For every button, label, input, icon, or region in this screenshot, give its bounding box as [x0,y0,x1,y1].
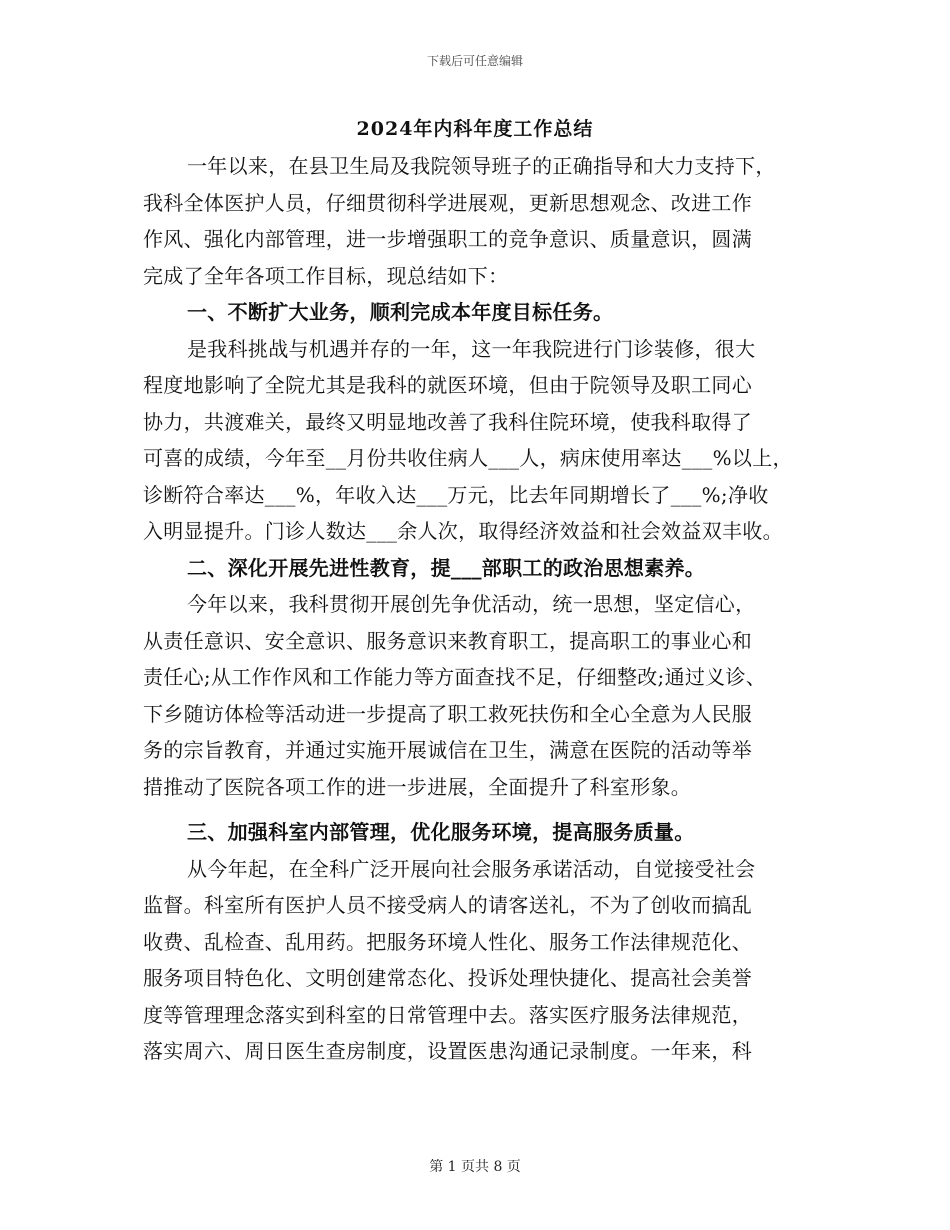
paragraph-line: 落实周六、周日医生查房制度，设置医患沟通记录制度。一年来，科 [143,1039,752,1063]
paragraph-line: 协力，共渡难关，最终又明显地改善了我科住院环境，使我科取得了 [143,409,752,434]
paragraph-line: 从今年起，在全科广泛开展向社会服务承诺活动，自觉接受社会 [187,856,756,881]
section-heading-3: 三、加强科室内部管理，优化服务环境，提高服务质量。 [187,820,695,844]
paragraph-line: 是我科挑战与机遇并存的一年，这一年我院进行门诊装修，很大 [187,336,756,361]
paragraph-line: 一年以来，在县卫生局及我院领导班子的正确指导和大力支持下， [187,154,776,178]
paragraph-line: 完成了全年各项工作目标，现总结如下： [143,263,509,288]
paragraph-line: 度等管理理念落实到科室的日常管理中去。落实医疗服务法律规范， [143,1002,752,1027]
section-heading-2: 二、深化开展先进性教育，提___部职工的政治思想素养。 [187,555,706,580]
paragraph-line: 程度地影响了全院尤其是我科的就医环境，但由于院领导及职工同心 [143,373,752,397]
paragraph-line: 今年以来，我科贯彻开展创先争优活动，统一思想，坚定信心， [187,592,756,616]
paragraph-line: 监督。科室所有医护人员不接受病人的请客送礼，不为了创收而搞乱 [143,893,752,917]
paragraph-line: 可喜的成绩，今年至__月份共收住病人___人，病床使用率达___%以上， [143,446,793,470]
paragraph-line: 服务项目特色化、文明创建常态化、投诉处理快捷化、提高社会美誉 [143,966,752,990]
section-heading-1: 一、不断扩大业务，顺利完成本年度目标任务。 [187,300,614,324]
document-body [143,148,819,1070]
document-title: 2024年内科年度工作总结 [356,118,594,140]
paragraph-line: 作风、强化内部管理，进一步增强职工的竞争意识、质量意识，圆满 [143,227,752,251]
paragraph-line: 责任心;从工作作风和工作能力等方面查找不足，仔细整改;通过义诊、 [143,665,767,689]
paragraph-line: 诊断符合率达___%，年收入达___万元，比去年同期增长了___%;净收 [143,482,769,507]
paragraph-line: 从责任意识、安全意识、服务意识来教育职工，提高职工的事业心和 [143,628,752,653]
header-note: 下载后可任意编辑 [426,54,523,68]
paragraph-line: 措推动了医院各项工作的进一步进展，全面提升了科室形象。 [143,774,692,799]
paragraph-line: 务的宗旨教育，并通过实施开展诚信在卫生，满意在医院的活动等举 [143,738,752,762]
paragraph-line: 我科全体医护人员，仔细贯彻科学进展观，更新思想观念、改进工作 [143,190,752,215]
paragraph-line: 入明显提升。门诊人数达___余人次，取得经济效益和社会效益双丰收。 [143,519,783,543]
page-footer: 第 1 页共 8 页 [429,1159,521,1175]
paragraph-line: 收费、乱检查、乱用药。把服务环境人性化、服务工作法律规范化、 [143,929,752,954]
paragraph-line: 下乡随访体检等活动进一步提高了职工救死扶伤和全心全意为人民服 [143,701,752,726]
